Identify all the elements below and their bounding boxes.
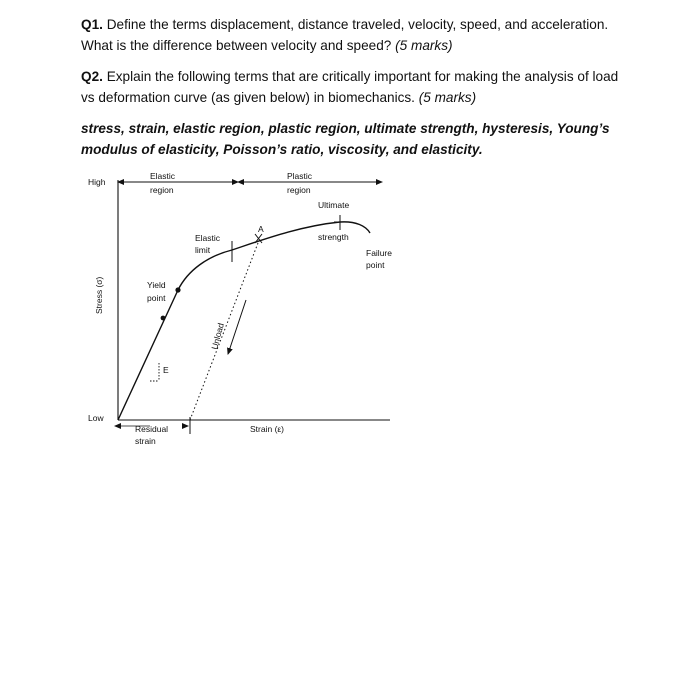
question-2-marks: (5 marks) [418,90,477,105]
failure-label-2: point [366,260,385,270]
yield-label-2: point [147,293,166,303]
yield-point-marker [175,287,180,292]
high-label: High [88,177,106,187]
stress-strain-curve [118,222,370,420]
ultimate-label: Ultimate [318,200,350,210]
point-a-label: A [258,224,264,234]
elastic-limit-label-1: Elastic [195,233,221,243]
unload-arrow [228,300,246,354]
question-1-label: Q1. [81,17,103,32]
residual-label-2: strain [135,436,156,446]
low-label: Low [88,413,104,423]
question-1-text: Define the terms displacement, distance traveled, velocity, speed, and acceleration. What is the difference between velocity and speed? [81,17,609,53]
unload-label: Unload [209,321,226,351]
y-axis-label: Stress (σ) [94,276,104,314]
plastic-region-label-1: Plastic [287,171,313,181]
elastic-limit-label-2: limit [195,245,211,255]
elastic-point-marker [161,316,166,321]
question-2-text: Explain the following terms that are critically important for making the analysis of load vs deformation curve (as given below) in biomechanics. [81,69,619,105]
plastic-region-label-2: region [287,185,311,195]
failure-label-1: Failure [366,248,392,258]
elastic-region-label-2: region [150,185,174,195]
terms-list: stress, strain, elastic region, plastic region, ultimate strength, hysteresis, Young’s modulus of elasticity, Poisson’s ratio, viscosity, and elasticity. [81,121,610,157]
question-1-marks: (5 marks) [395,38,453,53]
point-e-label: E [163,365,169,375]
residual-label-1: Residual [135,424,169,434]
strength-label: strength [318,232,349,242]
elastic-region-label-1: Elastic [150,171,176,181]
yield-label-1: Yield [147,280,166,290]
question-2-label: Q2. [81,69,103,84]
x-axis-label: Strain (ε) [250,424,285,434]
